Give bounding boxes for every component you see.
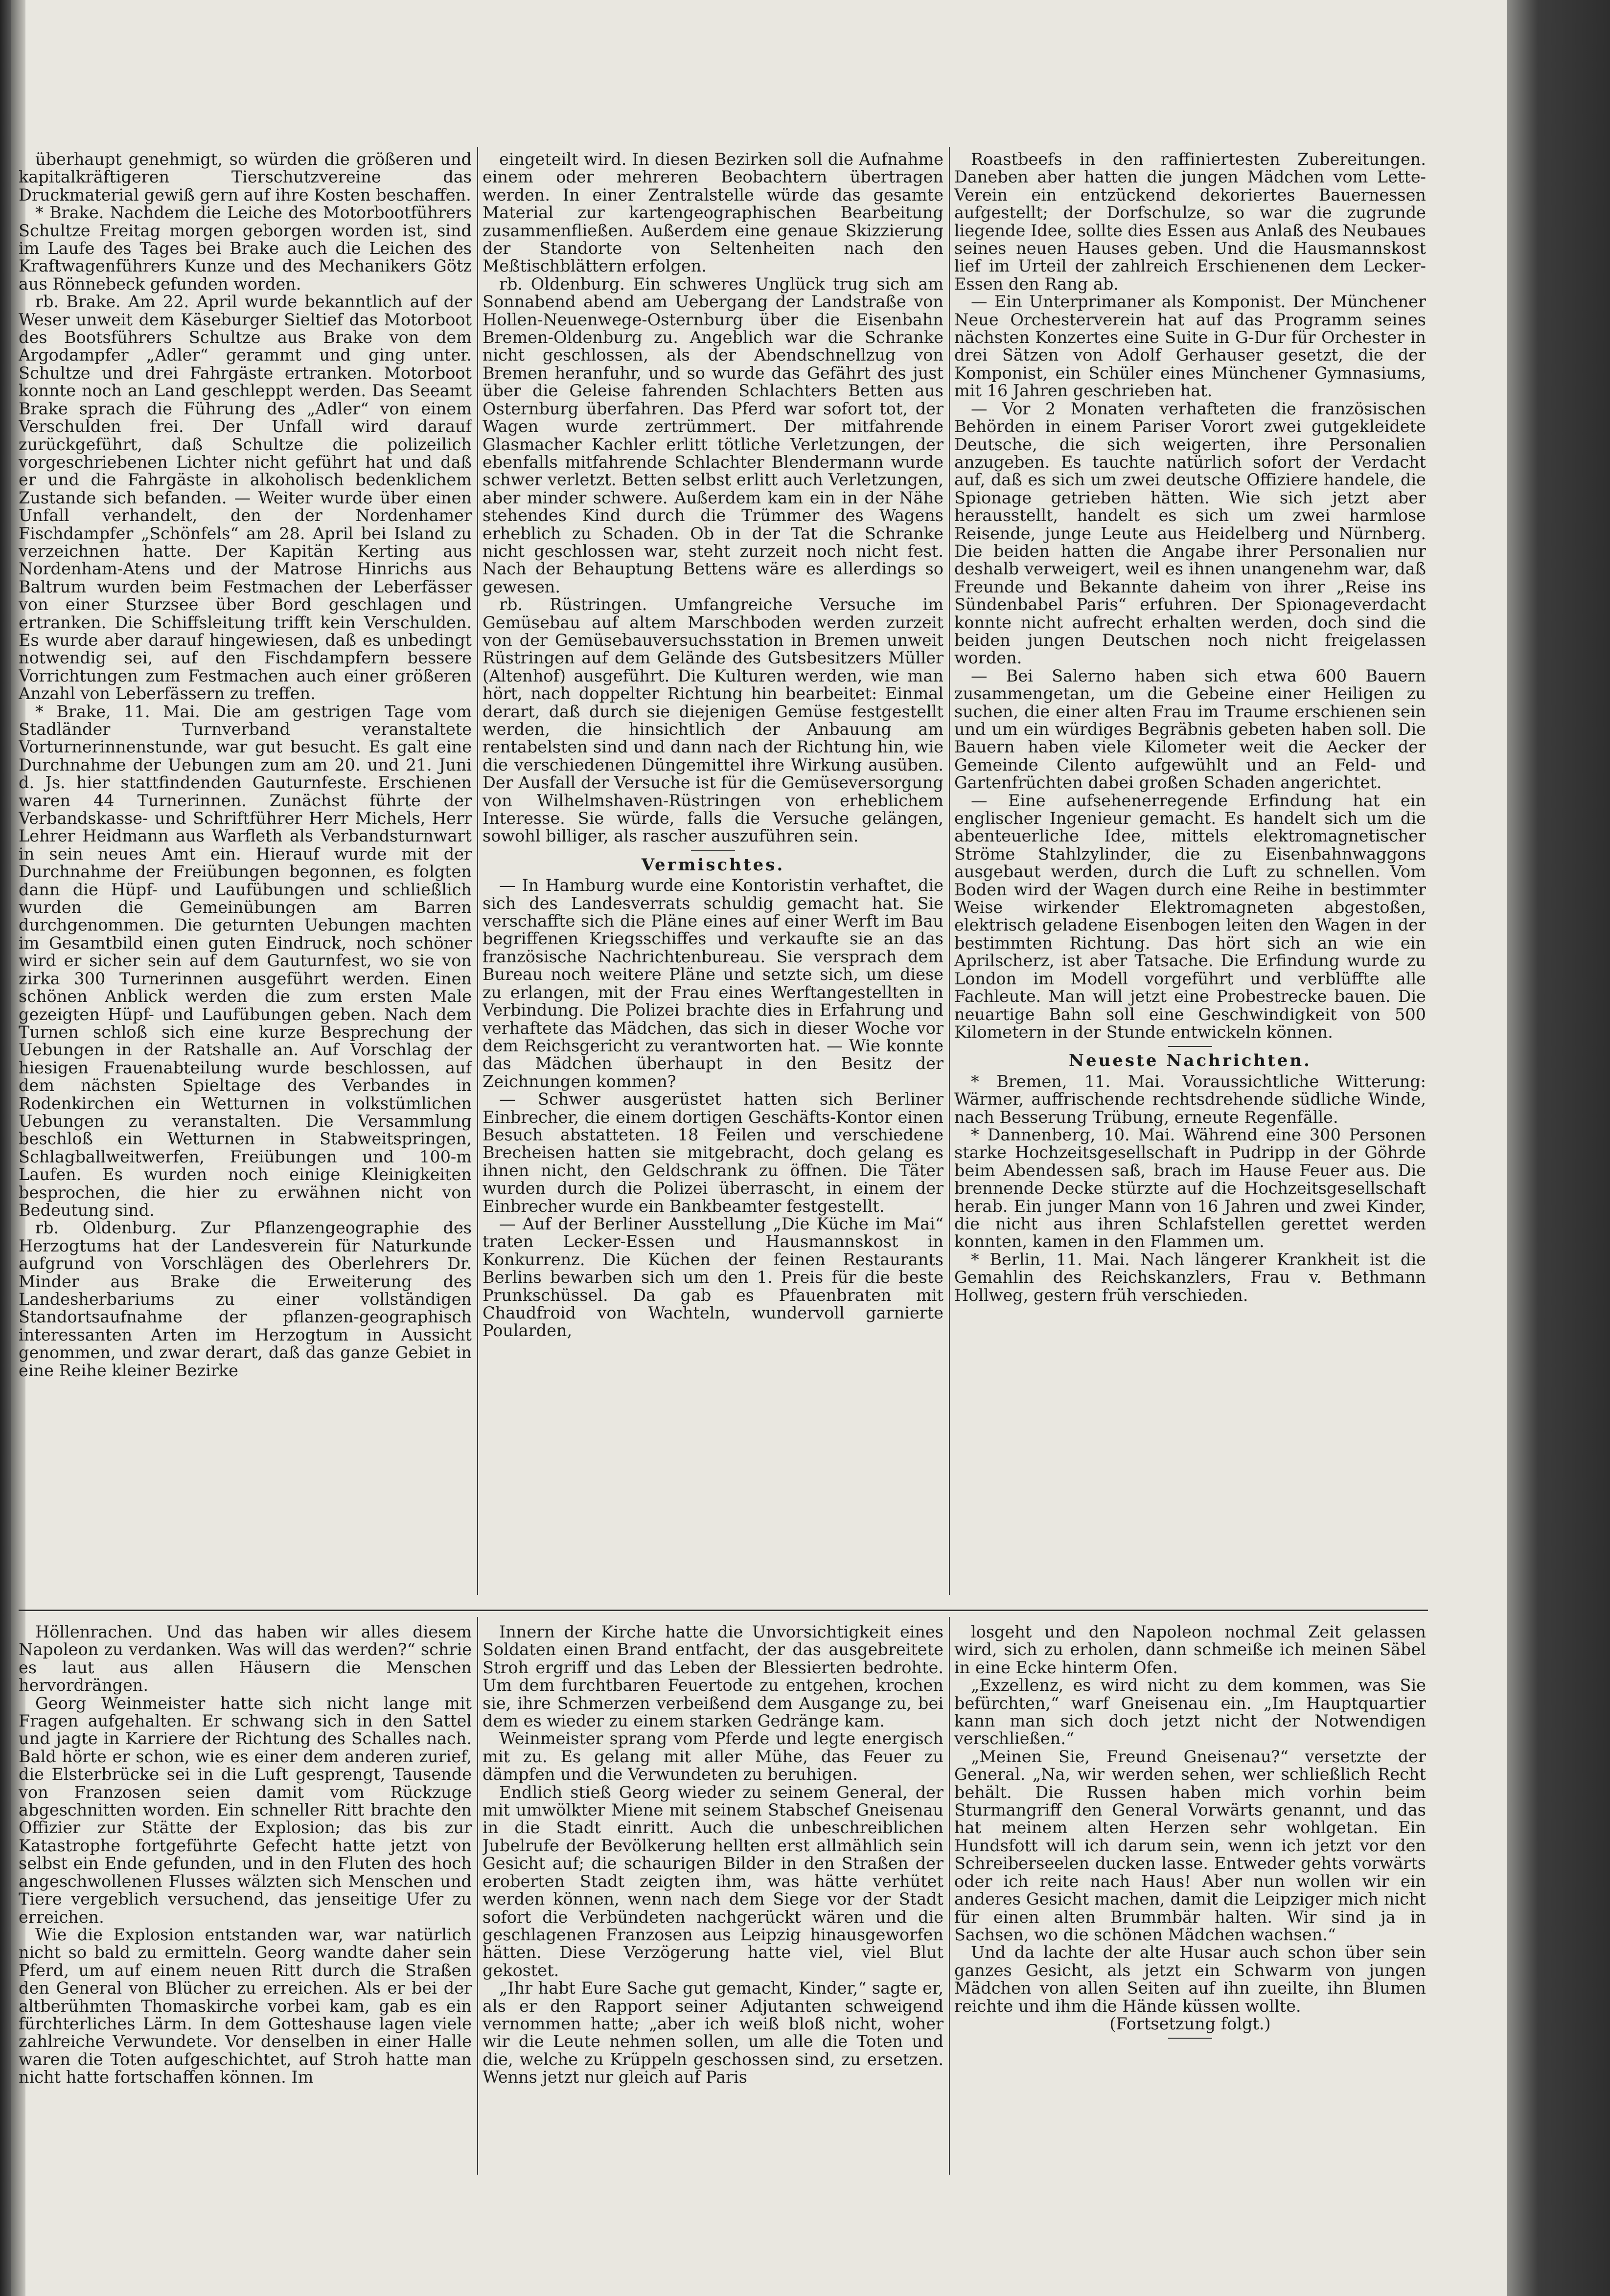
story-paragraph: Innern der Kirche hatte die Unvorsichtigkeit eines Soldaten einen Brand entfacht, der das ausgebreitete Stroh ergriff und das Leben der Blessierten bedrohte. Um dem furchtbaren Feuertode zu entgehen, krochen sie, ihre Schmerzen verbeißend dem Ausgange zu, bei dem es wieder zu einem starken Gedränge kam.: [483, 1623, 943, 1731]
end-rule: [1168, 2038, 1212, 2039]
story-paragraph: Georg Weinmeister hatte sich nicht lange mit Fragen aufgehalten. Er schwang sich in den Sattel und jagte in Karriere der Richtung des Schalles nach. Bald hörte er schon, wie es einer dem anderen zurief, die Elsterbrücke sei in die Luft gesprengt, Tausende von Franzosen seien damit vom Rückzuge abgeschnitten worden. Ein schneller Ritt brachte den Offizier zur Stätte der Explosion; das bis zur Katastrophe fortgeführte Gefecht hatte jetzt von selbst ein Ende gefunden, und in den Fluten des hoch angeschwollenen Flusses wälzten sich Menschen und Tiere vergeblich versuchend, das jenseitige Ufer zu erreichen.: [19, 1693, 472, 1927]
feuilleton-separator: [19, 1610, 1428, 1611]
story-paragraph: Wie die Explosion entstanden war, war natürlich nicht so bald zu ermitteln. Georg wandte daher sein Pferd, um auf einem neuen Ritt durch die Straßen den General von Blücher zu erreichen. Als er bei der altberühmten Thomaskirche vorbei kam, gab es ein fürchterliches Lärm. In dem Gotteshause lagen viele zahlreiche Verwundete. Vor denselben in einer Halle waren die Toten aufgeschichtet, auf Stroh hatte man nicht hatte fortschaffen können. Im: [19, 1925, 472, 2087]
section-heading: Neueste Nachrichten.: [1068, 1051, 1312, 1071]
story-paragraph: Endlich stieß Georg wieder zu seinem General, der mit umwölkter Miene mit seinem Stabschef Gneisenau in die Stadt einritt. Auch die unbeschreiblichen Jubelrufe der Bevölkerung hellten erst allmählich sein Gesicht auf; die schaurigen Bilder in den Straßen der eroberten Stadt zeigten ihm, was hätte verhütet werden können, wenn nach dem Siege vor der Stadt sofort die Verbündeten nachgerückt wären und die geschlagenen Franzosen aus Leipzig hinausgeworfen hätten. Diese Verzögerung hatte viel, viel Blut gekostet.: [483, 1782, 943, 1980]
story-paragraph: „Meinen Sie, Freund Gneisenau?“ versetzte der General. „Na, wir werden sehen, wer schließlich Recht behält. Die Russen haben mich vorhin beim Sturmangriff den General Vorwärts genannt, und das hat meinem alten Herzen sehr wohlgetan. Ein Hundsfott will ich darum sein, wenn ich jetzt vor den Schreiberseelen ducken lasse. Entweder gehts vorwärts oder ich reite nach Haus! Aber nun wollen wir ein anderes Gesicht machen, damit die Leipziger mich nicht für einen alten Brummbär halten. Wir sind ja in Sachsen, wo die schönen Mädchen wachsen.“: [954, 1747, 1426, 1944]
column-divider: [477, 1617, 478, 2175]
section-heading: Vermischtes.: [641, 855, 785, 875]
book-binding-edge: [0, 0, 11, 2296]
news-column-1: [19, 151, 472, 1593]
article-paragraph: rb. Oldenburg. Ein schweres Unglück trug sich am Sonnabend abend am Uebergang der Landstraße von Hollen-Neuenwege-Osternburg über die Eisenbahn Bremen-Oldenburg zu. Angeblich war die Schranke nicht geschlossen, als der Abendschnellzug von Bremen heranfuhr, und so wurde das Gefährt des just über die Geleise fahrenden Schlachters Betten aus Osternburg überfahren. Das Pferd war sofort tot, der Wagen wurde zertrümmert. Der mitfahrende Glasmacher Kachler erlitt tötliche Verletzungen, der ebenfalls mitfahrende Schlachter Blendermann wurde schwer verletzt. Betten selbst erlitt auch Verletzungen, aber minder schwere. Außerdem kam ein in der Nähe stehendes Kind durch die Trümmer des Wagens erheblich zu Schaden. Ob in der Tat die Schranke nicht geschlossen war, steht zurzeit noch nicht fest. Nach der Behauptung Bettens wäre es allerdings so gewesen.: [483, 274, 943, 596]
article-paragraph: * Berlin, 11. Mai. Nach längerer Krankheit ist die Gemahlin des Reichskanzlers, Frau v. Bethmann Hollweg, gestern früh verschieden.: [954, 1250, 1426, 1305]
feuilleton-column-2: [483, 1623, 943, 2171]
column-divider: [477, 147, 478, 1595]
article-paragraph: — Schwer ausgerüstet hatten sich Berliner Einbrecher, die einem dortigen Geschäfts-Kontor einen Besuch abstatteten. 18 Feilen und verschiedene Brecheisen hatten sie mitgebracht, doch gelang es ihnen nicht, den Geldschrank zu öffnen. Die Täter wurden durch die Polizei überrascht, in einem der Einbrecher wurde ein Bankbeamter festgestellt.: [483, 1090, 943, 1216]
column-divider: [949, 147, 950, 1595]
story-paragraph: Weinmeister sprang vom Pferde und legte energisch mit zu. Es gelang mit aller Mühe, das Feuer zu dämpfen und die Verwundeten zu beruhigen.: [483, 1729, 943, 1784]
column-divider: [949, 1617, 950, 2175]
article-paragraph: * Dannenberg, 10. Mai. Während eine 300 Personen starke Hochzeitsgesellschaft in Pudripp in der Göhrde beim Abendessen saß, brach im Hause Feuer aus. Die brennende Decke stürzte auf die Hochzeitsgesellschaft herab. Ein junger Mann von 16 Jahren und zwei Kinder, die nicht aus ihren Schlafstellen gerettet werden konnten, kamen in den Flammen um.: [954, 1125, 1426, 1251]
article-paragraph: — Ein Unterprimaner als Komponist. Der Münchener Neue Orchesterverein hat auf das Programm seines nächsten Konzertes eine Suite in G-Dur für Orchester in drei Sätzen von Adolf Gerhauser gesetzt, die der Komponist, ein Schüler eines Münchener Gymnasiums, mit 16 Jahren geschrieben hat.: [954, 292, 1426, 401]
continuation-note: (Fortsetzung folgt.): [1109, 2014, 1271, 2033]
section-rule: [691, 850, 735, 851]
article-paragraph: * Brake, 11. Mai. Die am gestrigen Tage vom Stadländer Turnverband veranstaltete Vorturnerinnenstunde, war gut besucht. Es galt eine Durchnahme der Uebungen zum am 20. und 21. Juni d. Js. hier stattfindenden Gauturnfeste. Erschienen waren 44 Turnerinnen. Zunächst führte der Verbandskasse- und Schriftführer Herr Michels, Herr Lehrer Heidmann aus Warfleth als Verbandsturnwart in sein neues Amt ein. Hierauf wurde mit der Durchnahme der Freiübungen begonnen, es folgten dann die Hüpf- und Laufübungen und schließlich wurden die Gemeinübungen am Barren durchgenommen. Die geturnten Uebungen machten im Gesamtbild einen guten Eindruck, noch schöner wird er sicher sein auf dem Gauturnfest, wo sie von zirka 300 Turnerinnen ausgeführt werden. Einen schönen Anblick werden die zum ersten Male gezeigten Hüpf- und Laufübungen geben. Nach dem Turnen schloß sich eine kurze Besprechung der Uebungen in der Ratshalle an. Auf Vorschlag der hiesigen Frauenabteilung wurde beschlossen, auf dem nächsten Spieltage des Verbandes in Rodenkirchen ein Wetturnen in volkstümlichen Uebungen zu veranstalten. Die Versammlung beschloß ein Wetturnen in Stabweitspringen, Schlagballweitwerfen, Freiübungen und 100-m Laufen. Es wurden noch einige Kleinigkeiten besprochen, die hier zu erwähnen nicht von Bedeutung sind.: [19, 702, 472, 1220]
article-paragraph: — Bei Salerno haben sich etwa 600 Bauern zusammengetan, um die Gebeine einer Heiligen zu suchen, die einer alten Frau im Traume erschienen sein und um ein würdiges Begräbnis gebeten haben soll. Die Bauern haben viele Kilometer weit die Aecker der Gemeinde Cilento aufgewühlt und an Feld- und Gartenfrüchten dabei großen Schaden angerichtet.: [954, 666, 1426, 793]
article-paragraph: rb. Oldenburg. Zur Pflanzengeographie des Herzogtums hat der Landesverein für Naturkunde aufgrund von Vorschlägen des Oberlehrers Dr. Minder aus Brake die Erweiterung des Landesherbariums zu einer vollständigen Standortsaufnahme der pflanzen-geographisch interessanten Arten im Herzogtum in Aussicht genommen, und zwar derart, daß das ganze Gebiet in eine Reihe kleiner Bezirke: [19, 1218, 472, 1380]
story-paragraph: Und da lachte der alte Husar auch schon über sein ganzes Gesicht, als jetzt ein Schwarm von jungen Mädchen von allen Seiten auf ihn zueilte, ihn Blumen reichte und ihm die Hände küssen wollte.: [954, 1943, 1426, 2016]
article-paragraph: eingeteilt wird. In diesen Bezirken soll die Aufnahme einem oder mehreren Beobachtern übertragen werden. In einer Zentralstelle würde das gesamte Material zur kartengeographischen Bearbeitung zusammenfließen. Außerdem eine genaue Skizzierung der Standorte von Seltenheiten nach den Meßtischblättern erfolgen.: [483, 151, 943, 276]
article-paragraph: — Auf der Berliner Ausstellung „Die Küche im Mai“ traten Lecker-Essen und Hausmannskost in Konkurrenz. Die Küchen der feinen Restaurants Berlins bewarben sich um den 1. Preis für die beste Prunkschüssel. Da gab es Pfauenbraten mit Chaudfroid von Wachteln, wundervoll garnierte Poularden,: [483, 1214, 943, 1341]
article-paragraph: * Brake. Nachdem die Leiche des Motorbootführers Schultze Freitag morgen geborgen worden ist, sind im Laufe des Tages bei Brake auch die Leichen des Kraftwagenführers Kunze und des Mechanikers Götz aus Rönnebeck gefunden worden.: [19, 203, 472, 294]
article-paragraph: rb. Rüstringen. Umfangreiche Versuche im Gemüsebau auf altem Marschboden werden zurzeit von der Gemüsebauversuchsstation in Bremen unweit Rüstringen auf dem Gelände des Gutsbesitzers Müller (Altenhof) ausgeführt. Die Kulturen werden, wie man hört, nach doppelter Richtung hin bearbeitet: Einmal derart, daß durch sie diejenigen Gemüse festgestellt werden, die hinsichtlich der Anbauung am rentabelsten sind und dann nach der Richtung hin, wie die verschiedenen Düngemittel ihre Wirkung ausüben. Der Ausfall der Versuche ist für die Gemüseversorgung von Wilhelmshaven-Rüstringen von erheblichem Interesse. Sie würde, falls die Versuche gelängen, sowohl billiger, als rascher auszuführen sein.: [483, 595, 943, 846]
news-column-2: [483, 151, 943, 1593]
article-paragraph: Roastbeefs in den raffiniertesten Zubereitungen. Daneben aber hatten die jungen Mädchen vom Lette-Verein ein entzückend dekoriertes Bauernessen aufgestellt; der Dorfschulze, so war die zugrunde liegende Idee, sollte dies Essen aus Anlaß des Neubaues seines neuen Hauses geben. Und die Hausmannskost lief im Urteil der zahlreich Erschienenen dem Lecker-Essen den Rang ab.: [954, 151, 1426, 294]
article-paragraph: — In Hamburg wurde eine Kontoristin verhaftet, die sich des Landesverrats schuldig gemacht hat. Sie verschaffte sich die Pläne eines auf einer Werft im Bau begriffenen Kriegsschiffes und verkaufte sie an das französische Nachrichtenbureau. Sie versprach dem Bureau noch weitere Pläne und setzte sich, um diese zu erlangen, mit der Frau eines Werftangestellten in Verbindung. Die Polizei brachte dies in Erfahrung und verhaftete das Mädchen, das sich in dieser Woche vor dem Reichsgericht zu verantworten hat. — Wie konnte das Mädchen überhaupt in den Besitz der Zeichnungen kommen?: [483, 876, 943, 1091]
article-paragraph: — Vor 2 Monaten verhafteten die französischen Behörden in einem Pariser Vorort zwei gutgekleidete Deutsche, die sich weigerten, ihre Personalien anzugeben. Es tauchte natürlich sofort der Verdacht auf, daß es sich um zwei deutsche Offiziere handele, die Spionage getrieben hätten. Wie sich jetzt aber herausstellt, handelt es sich um zwei harmlose Reisende, junge Leute aus Heidelberg und Nürnberg. Die beiden hatten die Angabe ihrer Personalien nur deshalb verweigert, weil es ihnen unangenehm war, daß Freunde und Bekannte daheim von ihrer „Reise ins Sündenbabel Paris“ erfuhren. Der Spionageverdacht konnte nicht aufrecht erhalten werden, doch sind die beiden jungen Deutschen noch nicht freigelassen worden.: [954, 399, 1426, 668]
story-paragraph: „Exzellenz, es wird nicht zu dem kommen, was Sie befürchten,“ warf Gneisenau ein. „Im Hauptquartier kann man sich doch jetzt nicht der Notwendigen verschließen.“: [954, 1676, 1426, 1749]
story-paragraph: „Ihr habt Eure Sache gut gemacht, Kinder,“ sagte er, als er den Rapport seiner Adjutanten schweigend vernommen hatte; „aber ich weiß bloß nicht, woher wir die Leute nehmen sollen, um alle die Toten und die, welche zu Krüppeln geschossen sind, zu ersetzen. Wenns jetzt nur gleich auf Paris: [483, 1978, 943, 2087]
story-paragraph: Höllenrachen. Und das haben wir alles diesem Napoleon zu verdanken. Was will das werden?“ schrie es laut aus allen Häusern die Menschen hervordrängen.: [19, 1623, 472, 1695]
article-paragraph: * Bremen, 11. Mai. Voraussichtliche Witterung: Wärmer, auffrischende rechtsdrehende südliche Winde, nach Besserung Trübung, erneute Regenfälle.: [954, 1071, 1426, 1127]
article-paragraph: überhaupt genehmigt, so würden die größeren und kapitalkräftigeren Tierschutzvereine das Druckmaterial gewiß gern auf ihre Kosten beschaffen.: [19, 151, 472, 205]
story-paragraph: losgeht und den Napoleon nochmal Zeit gelassen wird, sich zu erholen, dann schmeiße ich meinen Säbel in eine Ecke hinterm Ofen.: [954, 1623, 1426, 1677]
article-paragraph: — Eine aufsehenerregende Erfindung hat ein englischer Ingenieur gemacht. Es handelt sich um die abenteuerliche Idee, mittels elektromagnetischer Ströme Stahlzylinder, die zu Eisenbahnwaggons ausgebaut werden, durch die Luft zu schnellen. Vom Boden wird der Wagen durch eine Reihe in bestimmter Weise wirkender Elektromagneten abgestoßen, elektrisch geladene Eisenbogen leiten den Wagen in der bestimmten Richtung. Das hört sich an wie ein Aprilscherz, ist aber Tatsache. Die Erfindung wurde zu London im Modell vorgeführt und verblüffte alle Fachleute. Man will jetzt eine Probestrecke bauen. Die neuartige Bahn soll eine Geschwindigkeit von 500 Kilometern in der Stunde entwickeln können.: [954, 791, 1426, 1042]
feuilleton-column-3: [954, 1623, 1426, 2171]
page-stack-edge: [1507, 0, 1610, 2296]
feuilleton-column-1: [19, 1623, 472, 2171]
news-column-3: [954, 151, 1426, 1593]
section-rule: [1168, 1046, 1212, 1047]
article-paragraph: rb. Brake. Am 22. April wurde bekanntlich auf der Weser unweit dem Käseburger Sieltief das Motorboot des Bootsführers Schultze aus Brake von dem Argodampfer „Adler“ gerammt und ging unter. Schultze und drei Fahrgäste ertranken. Motorboot konnte noch an Land geschleppt werden. Das Seeamt Brake sprach die Führung des „Adler“ von einem Verschulden frei. Der Unfall wird darauf zurückgeführt, daß Schultze die polizeilich vorgeschriebenen Lichter nicht geführt hat und daß er und die Fahrgäste in alkoholisch bedenklichem Zustande sich befanden. — Weiter wurde über einen Unfall verhandelt, den der Nordenhamer Fischdampfer „Schönfels“ am 28. April bei Island zu verzeichnen hatte. Der Kapitän Kerting aus Nordenham-Atens und der Matrose Hinrichs aus Baltrum wurden beim Festmachen der Leberfässer von einer Sturzsee über Bord geschlagen und ertranken. Die Schiffsleitung trifft kein Verschulden. Es wurde aber darauf hingewiesen, daß es unbedingt notwendig sei, auf den Fischdampfern bessere Vorrichtungen zum Festmachen auch einer größeren Anzahl von Leberfässern zu treffen.: [19, 292, 472, 704]
